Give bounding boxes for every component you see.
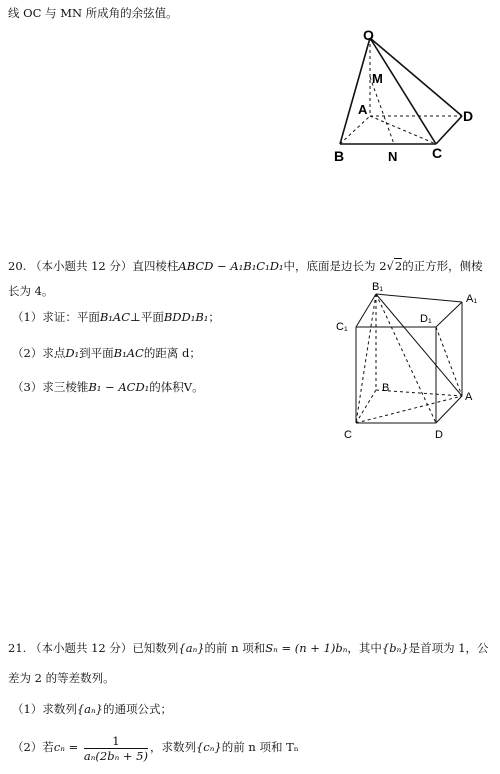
label-D: D [463, 108, 474, 124]
label-D: D [435, 429, 443, 441]
label-C1: C₁ [336, 321, 348, 333]
q20-intro: 20. （本小题共 12 分）直四棱柱ABCD − A₁B₁C₁D₁中，底面是边长为 2√2的正方形，侧棱 [8, 259, 483, 273]
fraction: $\frac{1}{\text{aₙ(2bₙ + 5)}}$ [83, 733, 148, 763]
prism-figure [332, 280, 492, 445]
q20-line2: 长为 4。 [8, 284, 54, 298]
label-A: A [358, 102, 368, 117]
label-D1: D₁ [420, 313, 432, 325]
q20-part1: （1）求证：平面B₁AC⊥平面BDD₁B₁； [12, 310, 220, 324]
label-A: A [465, 391, 473, 403]
pyramid-figure [328, 22, 478, 172]
label-N: N [388, 149, 398, 164]
q21-part1: （1）求数列{aₙ}的通项公式； [12, 702, 172, 716]
label-C: C [344, 429, 352, 441]
side-length: 2√2 [379, 259, 403, 273]
q21-intro: 21. （本小题共 12 分）已知数列{aₙ}的前 n 项和Sₙ = (n + 1)bₙ，其中{bₙ}是首项为 1，公 [8, 641, 489, 655]
label-B: B [334, 148, 345, 164]
continued-question-text: 线 OC 与 MN 所成角的余弦值。 [8, 6, 178, 20]
label-M: M [372, 71, 383, 86]
q20-part3: （3）求三棱锥B₁ − ACD₁的体积V。 [12, 380, 204, 394]
label-B: B [382, 382, 390, 394]
q20-part2: （2）求点D₁到平面B₁AC的距离 d； [12, 346, 201, 360]
label-B1: B₁ [372, 281, 384, 293]
label-A1: A₁ [466, 293, 478, 305]
label-O: O [363, 27, 374, 43]
label-C: C [432, 145, 443, 161]
q21-line2: 差为 2 的等差数列。 [8, 671, 115, 685]
q21-part2: （2）若cₙ = $\frac{1}{\text{aₙ(2bₙ + 5)}}$ ，求数列{cₙ}的前 n 项和 Tₙ [12, 733, 299, 763]
